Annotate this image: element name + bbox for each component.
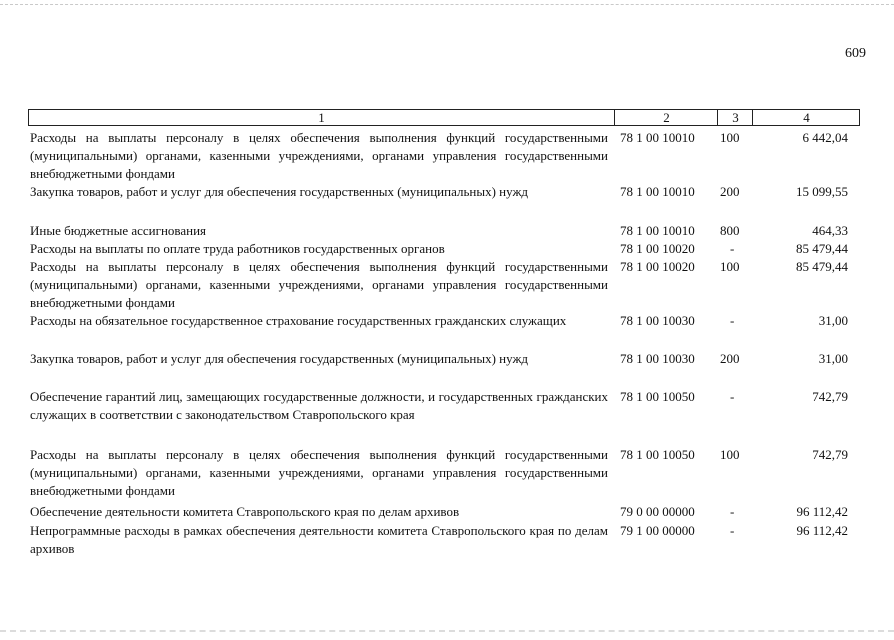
row-description: Расходы на выплаты персоналу в целях обеспечения выполнения функций государственными (муниципальными) органами, казенными учреждениями, органами управления государственными внебюджетными фондами (30, 447, 608, 498)
row-description: Иные бюджетные ассигнования (30, 223, 207, 238)
table-row (30, 522, 860, 558)
row-kind: 100 (720, 130, 740, 145)
row-amount: 96 112,42 (796, 504, 848, 519)
row-amount: 464,33 (812, 223, 848, 238)
row-kind: 200 (720, 351, 740, 366)
row-description: Обеспечение деятельности комитета Ставропольского края по делам архивов (30, 504, 460, 519)
row-kind: - (730, 504, 735, 519)
row-code: 78 1 00 10030 (620, 351, 695, 366)
row-amount: 6 442,04 (802, 130, 848, 145)
header-col-1: 1 (318, 110, 325, 125)
scan-top-edge (0, 4, 894, 5)
row-description: Закупка товаров, работ и услуг для обеспечения государственных (муниципальных) нужд (30, 184, 529, 199)
row-description: Расходы на выплаты по оплате труда работников государственных органов (30, 241, 445, 256)
row-description: Обеспечение гарантий лиц, замещающих государственные должности, и государственных гражданских служащих в соответствии с законодательством Ставропольского края (30, 389, 608, 422)
table-row (30, 222, 860, 240)
header-col-2: 2 (614, 110, 718, 125)
table-row (30, 183, 860, 222)
row-kind: - (730, 523, 735, 538)
table-row (30, 312, 860, 350)
table-row (30, 388, 860, 446)
row-amount: 85 479,44 (796, 241, 848, 256)
row-code: 78 1 00 10050 (620, 389, 695, 404)
row-amount: 15 099,55 (796, 184, 848, 199)
row-code: 78 1 00 10010 (620, 223, 695, 238)
row-code: 78 1 00 10010 (620, 184, 695, 199)
table-header (28, 109, 860, 126)
row-description: Расходы на выплаты персоналу в целях обеспечения выполнения функций государственными (муниципальными) органами, казенными учреждениями, органами управления государственными внебюджетными фондами (30, 259, 608, 310)
row-code: 79 0 00 00000 (620, 504, 695, 519)
page-number: 609 (845, 46, 866, 61)
row-code: 78 1 00 10030 (620, 313, 695, 328)
row-amount: 742,79 (812, 389, 848, 404)
row-kind: 200 (720, 184, 740, 199)
row-kind: - (730, 389, 735, 404)
row-amount: 31,00 (818, 313, 848, 328)
row-description: Расходы на обязательное государственное страхование государственных гражданских служащих (30, 313, 567, 328)
row-code: 78 1 00 10020 (620, 241, 695, 256)
row-code: 78 1 00 10020 (620, 259, 695, 274)
row-kind: 100 (720, 447, 740, 462)
header-col-4: 4 (752, 110, 860, 125)
row-description: Расходы на выплаты персоналу в целях обеспечения выполнения функций государственными (муниципальными) органами, казенными учреждениями, органами управления государственными внебюджетными фондами (30, 130, 608, 181)
table-row (30, 129, 860, 183)
row-amount: 96 112,42 (796, 523, 848, 538)
table-row (30, 446, 860, 503)
table-row (30, 240, 860, 258)
header-col-3: 3 (717, 110, 753, 125)
row-code: 79 1 00 00000 (620, 523, 695, 538)
row-kind: 100 (720, 259, 740, 274)
row-kind: 800 (720, 223, 740, 238)
row-description: Непрограммные расходы в рамках обеспечения деятельности комитета Ставропольского края по делам архивов (30, 523, 608, 556)
table-row (30, 503, 860, 522)
row-description: Закупка товаров, работ и услуг для обеспечения государственных (муниципальных) нужд (30, 351, 529, 366)
scan-bottom-edge (0, 630, 894, 632)
row-code: 78 1 00 10010 (620, 130, 695, 145)
row-kind: - (730, 241, 735, 256)
table-row (30, 258, 860, 312)
row-code: 78 1 00 10050 (620, 447, 695, 462)
table-row (30, 350, 860, 388)
row-kind: - (730, 313, 735, 328)
row-amount: 742,79 (812, 447, 848, 462)
row-amount: 31,00 (818, 351, 848, 366)
row-amount: 85 479,44 (796, 259, 848, 274)
table-body (30, 129, 860, 558)
